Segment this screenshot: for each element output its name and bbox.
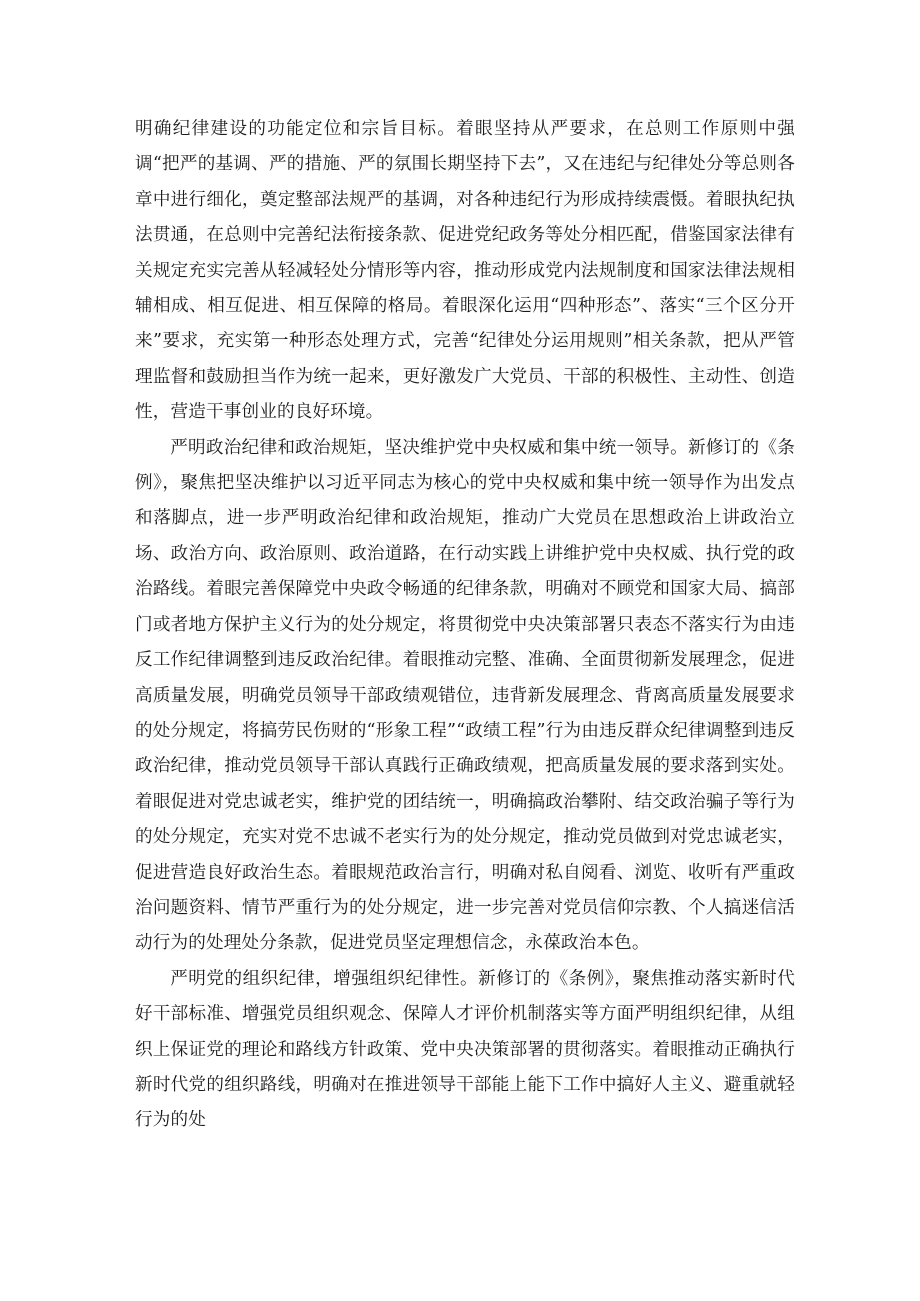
body-text <box>135 112 795 1139</box>
paragraph-2: 严明政治纪律和政治规矩，坚决维护党中央权威和集中统一领导。新修订的《条例》，聚焦把坚决维护以习近平同志为核心的党中央权威和集中统一领导作为出发点和落脚点，进一步严明政治纪律和政治规矩，推动广大党员在思想政治上讲政治立场、政治方向、政治原则、政治道路，在行动实践上讲维护党中央权威、执行党的政治路线。着眼完善保障党中央政令畅通的纪律条款，明确对不顾党和国家大局、搞部门或者地方保护主义行为的处分规定，将贯彻党中央决策部署只表态不落实行为由违反工作纪律调整到违反政治纪律。着眼推动完整、准确、全面贯彻新发展理念，促进高质量发展，明确党员领导干部政绩观错位，违背新发展理念、背离高质量发展要求的处分规定，将搞劳民伤财的“形象工程”“政绩工程”行为由违反群众纪律调整到违反政治纪律，推动党员领导干部认真践行正确政绩观，把高质量发展的要求落到实处。着眼促进对党忠诚老实，维护党的团结统一，明确搞政治攀附、结交政治骗子等行为的处分规定，充实对党不忠诚不老实行为的处分规定，推动党员做到对党忠诚老实，促进营造良好政治生态。着眼规范政治言行，明确对私自阅看、浏览、收听有严重政治问题资料、情节严重行为的处分规定，进一步完善对党员信仰宗教、个人搞迷信活动行为的处理处分条款，促进党员坚定理想信念，永葆政治本色。 <box>135 437 795 954</box>
paragraph-1: 明确纪律建设的功能定位和宗旨目标。着眼坚持从严要求，在总则工作原则中强调“把严的基调、严的措施、严的氛围长期坚持下去”，又在违纪与纪律处分等总则各章中进行细化，奠定整部法规严的基调，对各种违纪行为形成持续震慑。着眼执纪执法贯通，在总则中完善纪法衔接条款、促进党纪政务等处分相匹配，借鉴国家法律有关规定充实完善从轻减轻处分情形等内容，推动形成党内法规制度和国家法律法规相辅相成、相互促进、相互保障的格局。着眼深化运用“四种形态”、落实“三个区分开来”要求，充实第一种形态处理方式，完善“纪律处分运用规则”相关条款，把从严管理监督和鼓励担当作为统一起来，更好激发广大党员、干部的积极性、主动性、创造性，营造干事创业的良好环境。 <box>135 119 795 423</box>
paragraph-3: 严明党的组织纪律，增强组织纪律性。新修订的《条例》，聚焦推动落实新时代好干部标准、增强党员组织观念、保障人才评价机制落实等方面严明组织纪律，从组织上保证党的理论和路线方针政策、党中央决策部署的贯彻落实。着眼推动正确执行新时代党的组织路线，明确对在推进领导干部能上能下工作中搞好人主义、避重就轻行为的处 <box>135 968 795 1131</box>
